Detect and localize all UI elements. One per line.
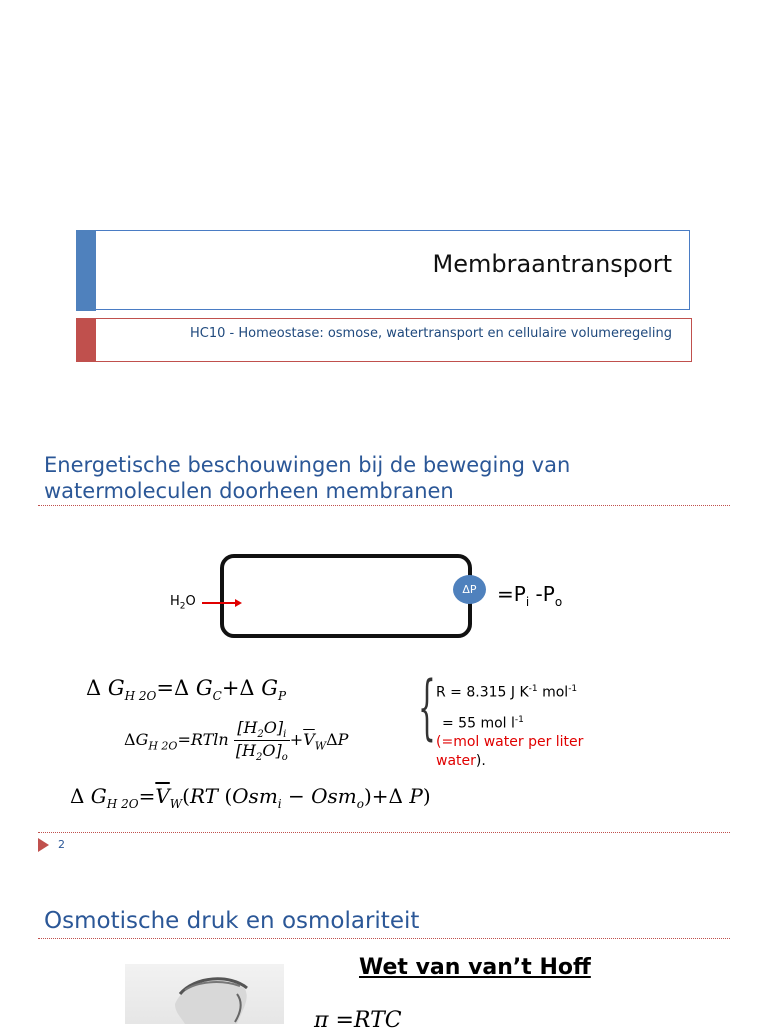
- law-title: Wet van van’t Hoff: [359, 955, 591, 980]
- divider: [38, 938, 730, 939]
- arrow-icon: [201, 597, 243, 609]
- equation-2: $\Delta G_{H 2O}=RTln$ $\frac{[H_2O]_i}{[H_2O]_o}$ $+\overline{V}_W\Delta P$: [124, 718, 349, 764]
- h2o-label: $H_2O$: [170, 594, 196, 612]
- title-accent-bar: [76, 230, 96, 311]
- heading-line-1: Energetische beschouwingen bij de beweging van: [44, 453, 571, 477]
- portrait-image: [125, 964, 284, 1024]
- water-note: (=mol water per liter water).: [436, 734, 584, 770]
- brace: {: [418, 666, 436, 748]
- slide-number: 2: [58, 838, 65, 851]
- slide3-heading: Osmotische druk en osmolariteit: [44, 908, 420, 934]
- water-concentration: = 55 mol $l^{-1}$: [442, 714, 524, 732]
- portrait-sketch: [125, 964, 284, 1024]
- equation-3: Δ $G_{H 2O}=\overline{V}_W(RT$ (Osm$_i$ − Osm$_o$)+Δ P): [70, 784, 431, 811]
- equation-1: Δ $G_{H 2O}=\Delta$ $G_C+\Delta$ $G_P$: [86, 676, 287, 704]
- constants-block: [436, 680, 636, 771]
- concentration-fraction: $\frac{[H_2O]_i}{[H_2O]_o}$: [235, 718, 288, 764]
- heading-line-2: watermoleculen doorheen membranen: [44, 479, 454, 503]
- triangle-icon: [38, 838, 49, 852]
- delta-p-badge: ΔP: [453, 575, 486, 604]
- vant-hoff-equation: π =RTC: [314, 1008, 402, 1033]
- subtitle-accent-bar: [76, 318, 96, 362]
- divider: [38, 832, 730, 833]
- slide-subtitle: HC10 - Homeostase: osmose, watertransport en cellulaire volumeregeling: [190, 326, 672, 341]
- cell-diagram: [220, 554, 472, 638]
- gas-constant: R = 8.315 J $K^{-1}$ mol$^{-1}$: [436, 684, 578, 701]
- divider: [38, 505, 730, 506]
- pressure-formula: $=P_i$ $-P_o$: [497, 582, 563, 609]
- slide-title: Membraantransport: [432, 250, 672, 278]
- slide2-heading: [44, 452, 570, 504]
